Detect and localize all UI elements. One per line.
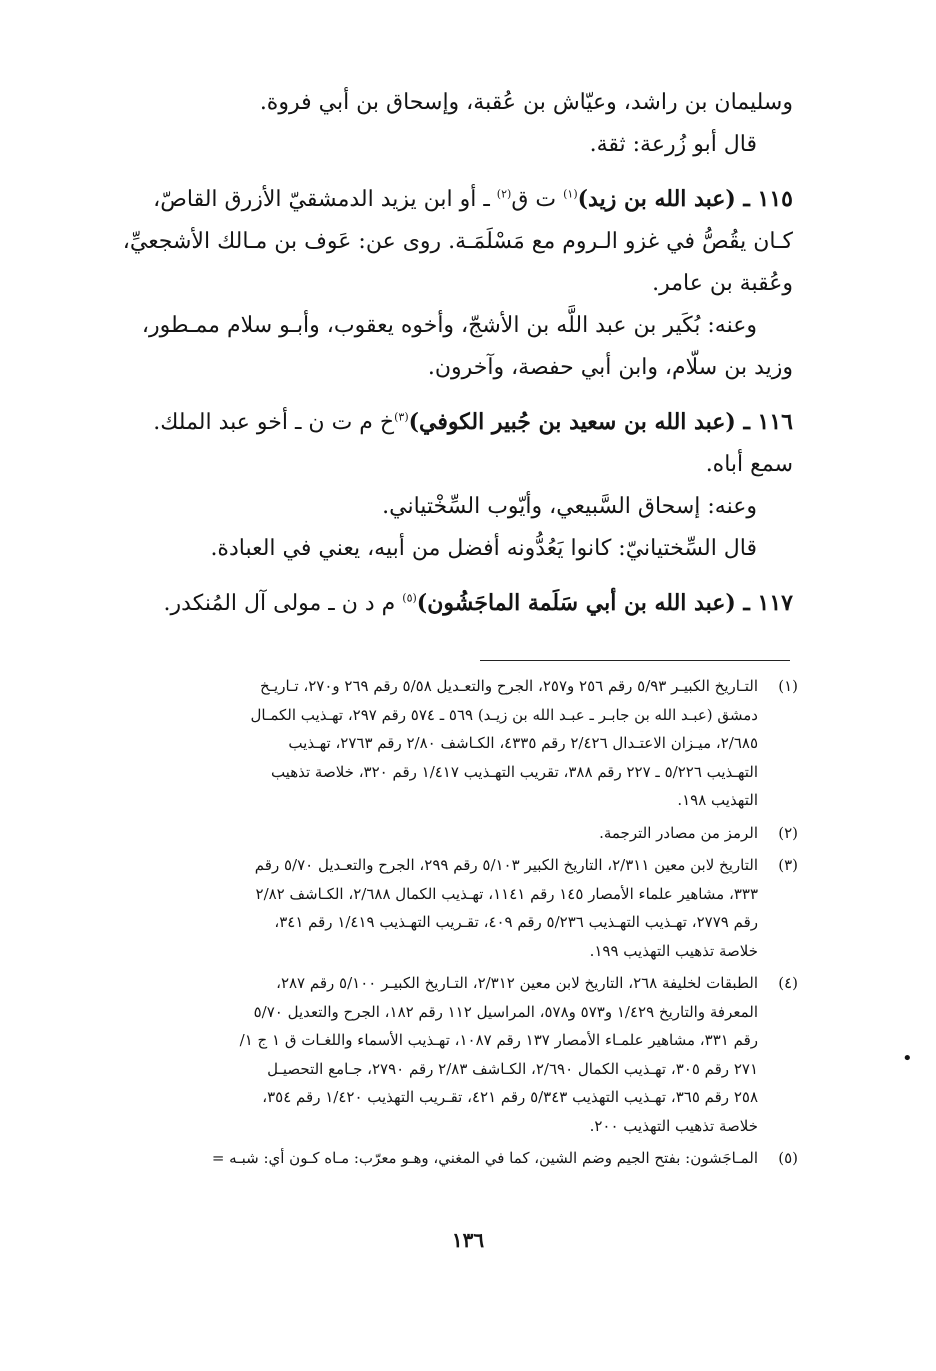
footnote-ref: (٢) (496, 187, 512, 201)
footnotes (98, 672, 798, 1177)
footnote-line: الرمز من مصادر الترجمة. (599, 823, 758, 842)
entry-117-rest: م د ن ـ مولى آل المُنكدر. (163, 591, 403, 616)
entry-115-title: ١١٥ ـ (عبد الله بن زيد) (577, 186, 793, 212)
text-line: سمع أباه. (705, 452, 793, 477)
footnote-divider (480, 660, 790, 661)
footnote (98, 1144, 798, 1173)
footnote-ref: (٥) (402, 591, 417, 605)
footnote-line: المعرفة والتاريخ ١/٤٢٩ و٥٧٣ و٥٧٨، المراسيل ١١٢ رقم ١٨٢، الجرح والتعديل ٥/٧٠ (253, 1002, 758, 1021)
footnote (98, 672, 798, 815)
footnote-number: (٣) (778, 856, 798, 874)
text-line: قال السِّختيانيّ: كانوا يَعُدُّونه أفضل من أبيه، يعني في العبادة. (210, 536, 757, 561)
footnote-line: ٢٧١ رقم ٣٠٥، تهـذيب الكمال ٢/٦٩٠، الكـاشف ٢/٨٣ رقم ٢٧٩٠، جـامع التحصيـل (267, 1059, 758, 1078)
footnote-line: التهـذيب ٥/٢٢٦ ـ ٢٢٧ رقم ٣٨٨، تقريب التهـذيب ١/٤١٧ رقم ٣٢٠، خلاصة تذهيب (270, 762, 758, 781)
text-line: وعنه: إسحاق السَّبيعي، وأيّوب السِّخْتياني. (382, 494, 757, 519)
entry-115-rest: ـ أو ابن يزيد الدمشقيّ الأزرق القاصّ، (153, 187, 497, 212)
footnote-line: التاريخ لابن معين ٢/٣١١، التاريخ الكبير ٥/١٠٣ رقم ٢٩٩، الجرح والتعـديل ٥/٧٠ رقم (254, 856, 758, 874)
footnote-line: ٢/٦٨٥، ميـزان الاعتـدال ٢/٤٢٦ رقم ٤٣٣٥، الكـاشف ٢/٨٠ رقم ٢٧٦٣، تهـذيب (288, 734, 758, 752)
footnote-number: (٥) (778, 1149, 798, 1167)
text-line: قال أبو زُرعة: ثقة. (589, 132, 757, 157)
footnote-line: ٢٥٨ رقم ٣٦٥، تهـذيب التهذيب ٥/٣٤٣ رقم ٤٢١، تقـريب التهذيب ١/٤٢٠ رقم ٣٥٤، (262, 1088, 758, 1106)
footnote-number: (٢) (778, 823, 798, 842)
footnote-ref: (٣) (394, 410, 409, 424)
footnote-line: خلاصة تذهيب التهذيب ٢٠٠. (589, 1116, 758, 1135)
entry-117-heading (95, 582, 793, 625)
text-line: وعنه: بُكَير بن عبد اللَّه بن الأشجّ، وأخوه يعقوب، وأبـو سلام ممـطور، (141, 313, 757, 338)
entry-117-title: ١١٧ ـ (عبد الله بن أبي سَلَمة الماجَشُون) (416, 590, 793, 616)
text-line: وعُقبة بن عامر. (652, 271, 793, 296)
text-line: وسليمان بن راشد، وعيّاش بن عُقبة، وإسحاق بن أبي فروة. (259, 90, 793, 115)
footnote-line: التهذيب ١٩٨. (677, 791, 758, 809)
footnote-line: خلاصة تذهيب التهذيب ١٩٩. (589, 941, 758, 960)
footnote (98, 851, 798, 965)
page-number: ١٣٦ (451, 1228, 485, 1252)
footnote-line: التـاريخ الكبيـر ٥/٩٣ رقم ٢٥٦ و٢٥٧، الجرح والتعـديل ٥/٥٨ رقم ٢٦٩ و٢٧٠، تـاريـخ (259, 677, 758, 695)
footnote-number: (١) (778, 677, 798, 695)
text-line: وزيد بن سلّام، وابن أبي حفصة، وآخرون. (427, 355, 793, 380)
footnote-body (98, 819, 758, 848)
entry-115-heading (95, 178, 793, 221)
footnote-number: (٤) (778, 974, 798, 992)
footnote-body (98, 851, 758, 965)
entry-116-rest: خ م ت ن ـ أخو عبد الملك. (153, 410, 395, 435)
footnote-line: ٣٣٣، مشاهير علماء الأمصار ١٤٥ رقم ١١٤١، تهـذيب الكمال ٢/٦٨٨، الكـاشف ٢/٨٢ (255, 884, 758, 903)
footnote-line: رقم ٢٧٧٩، تهـذيب التهـذيب ٥/٢٣٦ رقم ٤٠٩، تقـريب التهـذيب ١/٤١٩ رقم ٣٤١، (274, 913, 758, 931)
footnote-line: الطبقات لخليفة ٢٦٨، التاريخ لابن معين ٢/٣١٢، التـاريخ الكبيـر ٥/١٠٠ رقم ٢٨٧، (276, 974, 758, 992)
main-text (95, 82, 793, 625)
margin-mark: • (902, 1048, 913, 1069)
footnote-body (98, 1144, 758, 1173)
footnote (98, 969, 798, 1140)
entry-115-codes: ت ق (511, 187, 564, 212)
footnote (98, 819, 798, 848)
footnote-body (98, 672, 758, 815)
footnote-body (98, 969, 758, 1140)
footnote-line: رقم ٣٣١، مشاهير علمـاء الأمصار ١٣٧ رقم ١٠٨٧، تهـذيب الأسماء واللغـات ق ١ ج ١/ (239, 1031, 758, 1049)
footnote-line: دمشق (عبـد الله بن جابـر ـ عبـد الله بن زيـد) ٥٦٩ ـ ٥٧٤ رقم ٢٩٧، تهـذيب الكمـال (250, 705, 758, 724)
entry-116-heading (95, 401, 793, 444)
text-line: كـان يقُصُّ في غزو الـروم مع مَسْلَمَـة. روى عن: عَوف بن مـالك الأشجعيِّ، (122, 229, 793, 254)
footnote-line: المـاجَشون: بفتح الجيم وضم الشين، كما في المغني، وهـو معرّب: مـاه كـون أي: شبـه = (211, 1149, 758, 1167)
footnote-ref: (١) (563, 187, 578, 201)
entry-116-title: ١١٦ ـ (عبد الله بن سعيد بن جُبير الكوفي) (408, 409, 793, 435)
